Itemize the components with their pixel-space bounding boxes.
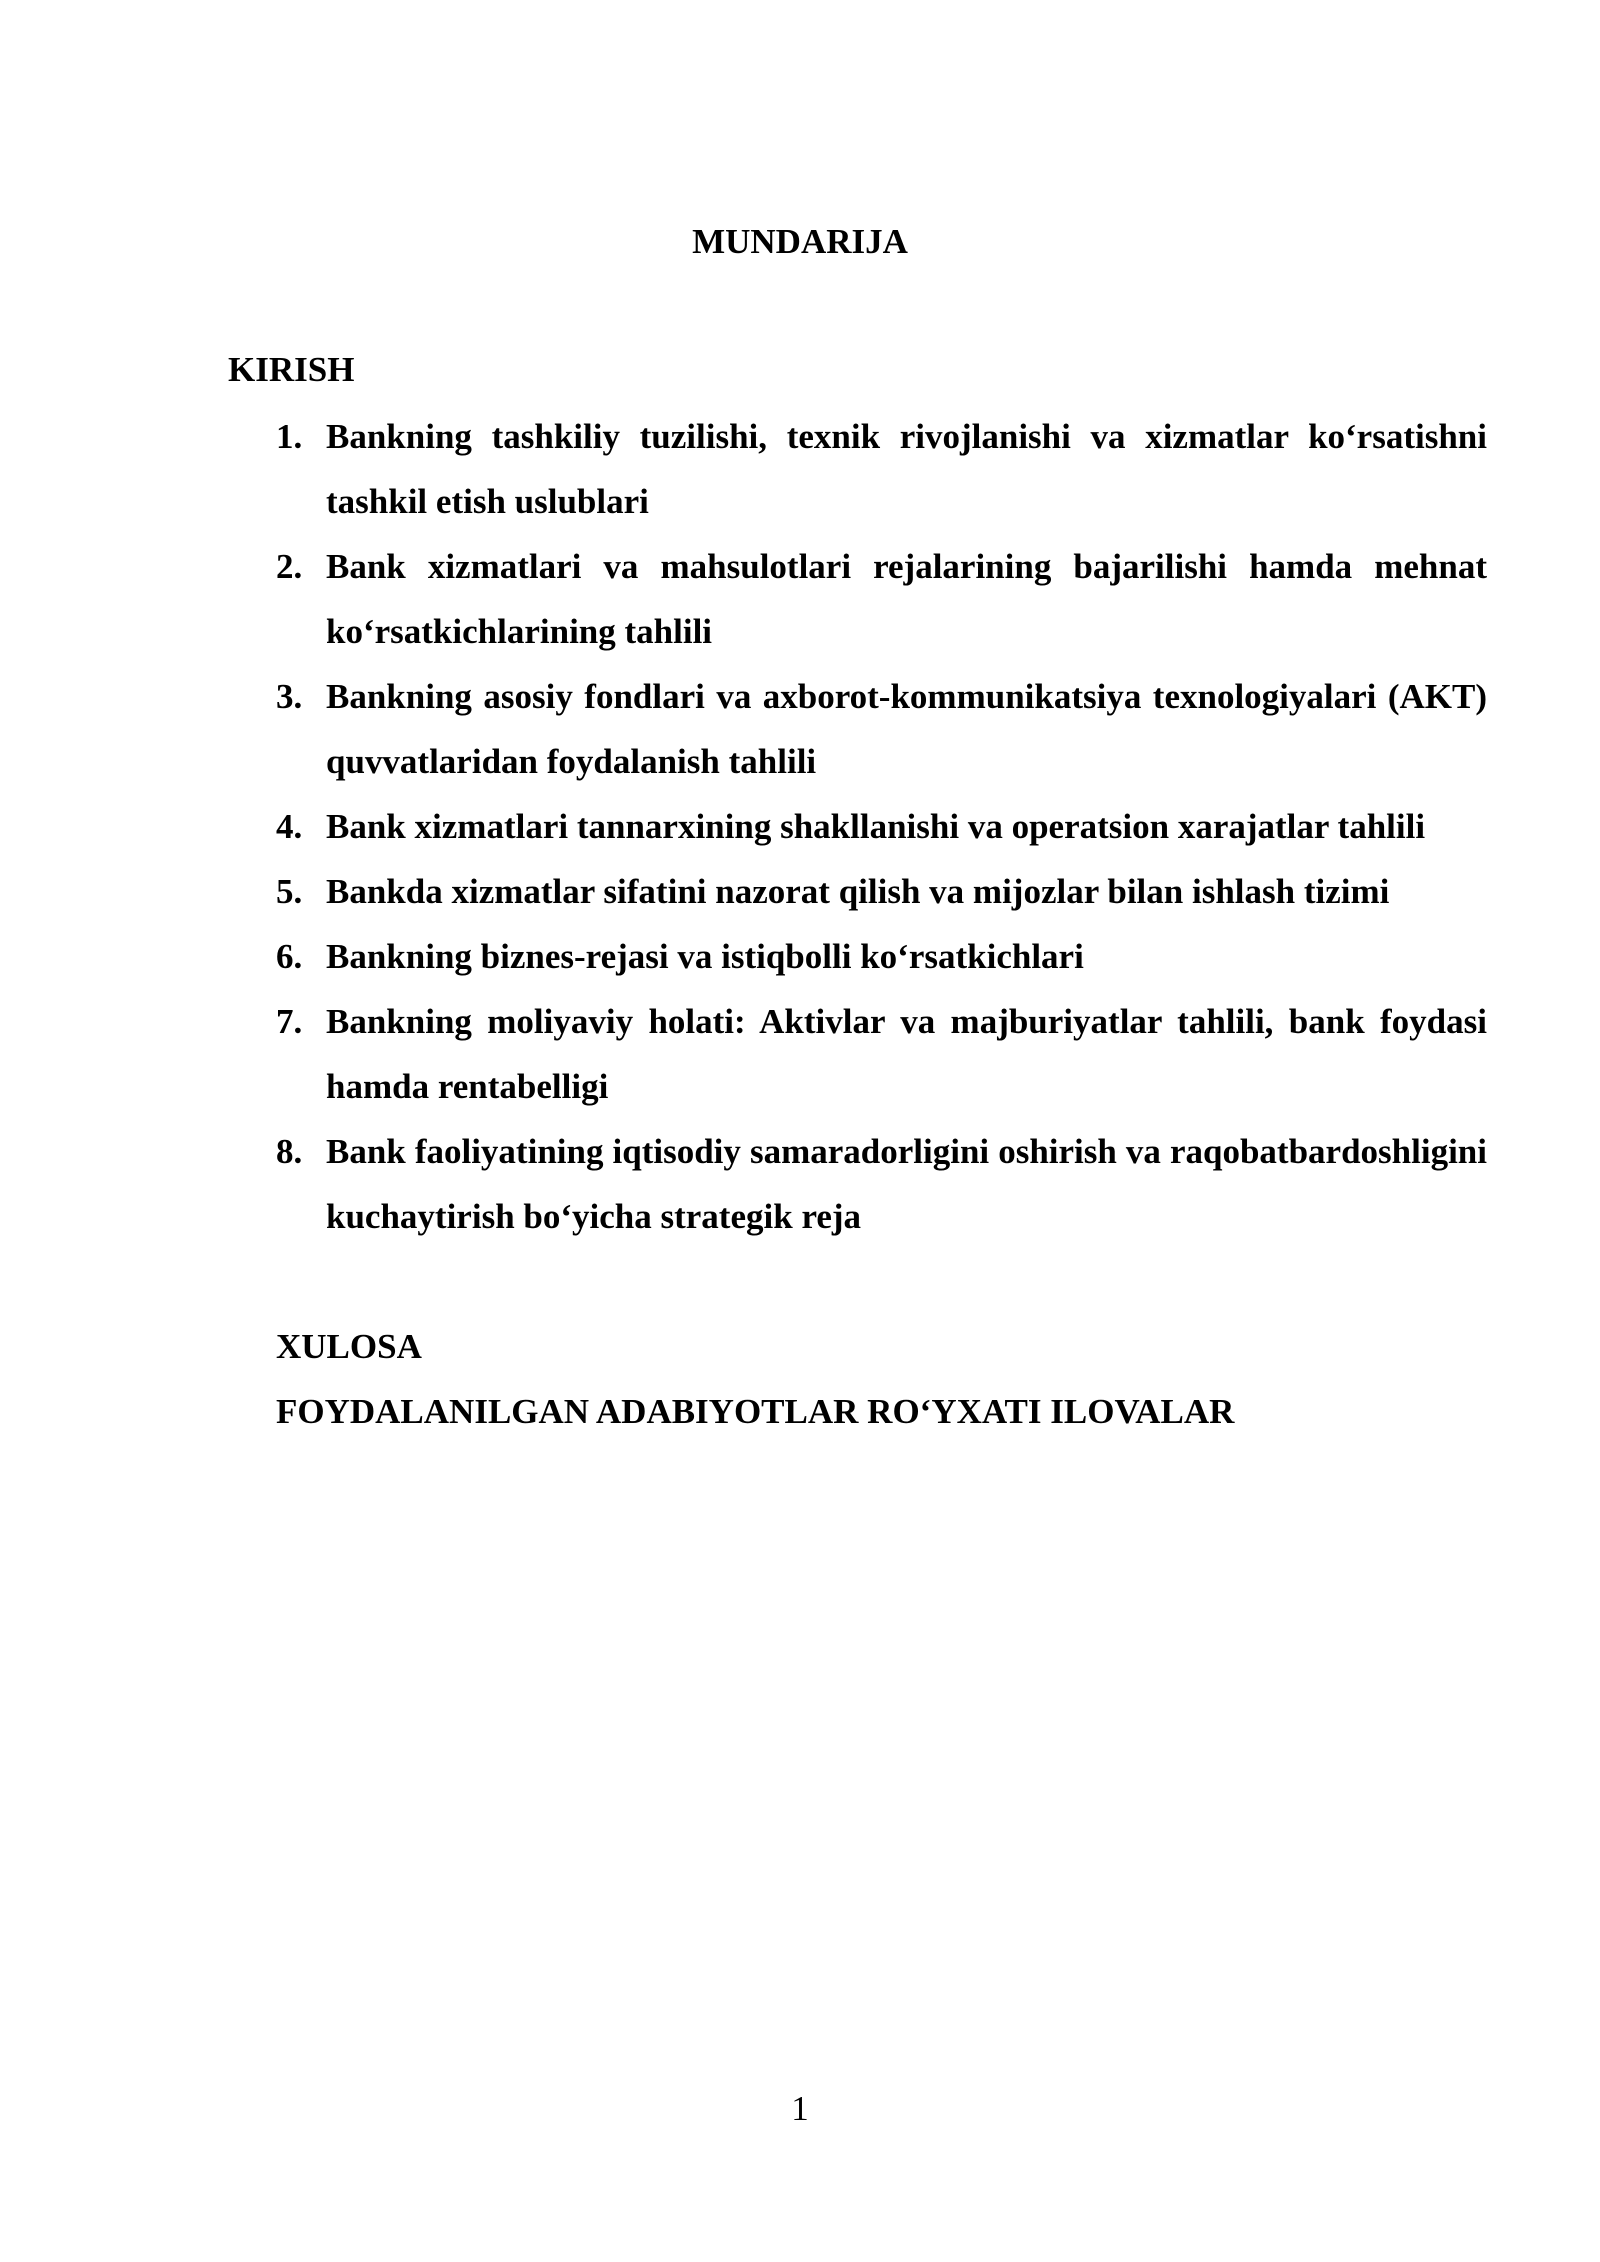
toc-item-number: 1. [276, 417, 303, 456]
toc-item-1 [276, 404, 1487, 534]
toc-item-8 [276, 1119, 1487, 1249]
toc-item-7 [276, 989, 1487, 1119]
toc-references: FOYDALANILGAN ADABIYOTLAR RO‘YXATI ILOVALAR [276, 1392, 1235, 1431]
toc-item-text: Bankning biznes-rejasi va istiqbolli ko‘rsatkichlari [326, 937, 1084, 976]
toc-item-text: Bank xizmatlari va mahsulotlari rejalarining bajarilishi hamda mehnat ko‘rsatkichlarining tahlili [326, 547, 1487, 651]
toc-title: MUNDARIJA [692, 222, 908, 261]
toc-item-5 [276, 859, 1487, 924]
toc-item-text: Bankning tashkiliy tuzilishi, texnik rivojlanishi va xizmatlar ko‘rsatishni tashkil etish uslublari [326, 417, 1487, 521]
toc-item-number: 5. [276, 872, 303, 911]
toc-item-4 [276, 794, 1487, 859]
page-number: 1 [791, 2089, 809, 2128]
toc-item-number: 4. [276, 807, 303, 846]
toc-item-text: Bankda xizmatlar sifatini nazorat qilish va mijozlar bilan ishlash tizimi [326, 872, 1390, 911]
toc-item-2 [276, 534, 1487, 664]
toc-item-text: Bankning moliyaviy holati: Aktivlar va majburiyatlar tahlili, bank foydasi hamda rentabelligi [326, 1002, 1487, 1106]
toc-item-number: 8. [276, 1132, 303, 1171]
toc-item-3 [276, 664, 1487, 794]
toc-intro: KIRISH [228, 350, 355, 389]
toc-item-number: 3. [276, 677, 303, 716]
toc-item-number: 7. [276, 1002, 303, 1041]
toc-item-number: 6. [276, 937, 303, 976]
toc-item-text: Bankning asosiy fondlari va axborot-kommunikatsiya texnologiyalari (AKT) quvvatlaridan foydalanish tahlili [326, 677, 1487, 781]
toc-item-text: Bank faoliyatining iqtisodiy samaradorligini oshirish va raqobatbardoshligini kuchaytirish bo‘yicha strategik reja [326, 1132, 1487, 1236]
toc-list [276, 404, 1487, 1249]
toc-item-number: 2. [276, 547, 303, 586]
toc-conclusion: XULOSA [276, 1327, 422, 1366]
toc-item-6 [276, 924, 1487, 989]
toc-item-text: Bank xizmatlari tannarxining shakllanishi va operatsion xarajatlar tahlili [326, 807, 1426, 846]
